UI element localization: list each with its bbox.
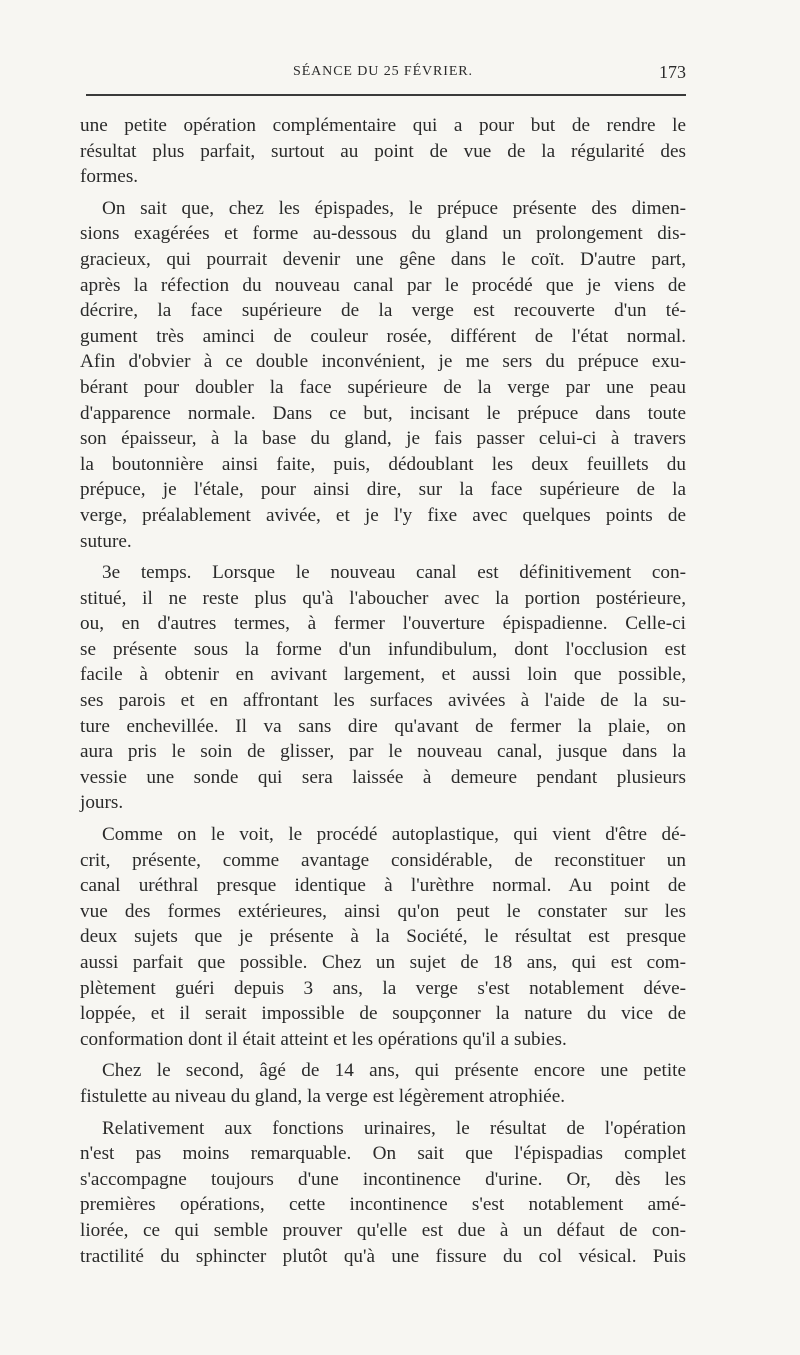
text-line: d'apparence normale. Dans ce but, incisant le prépuce dans toute xyxy=(80,402,686,424)
text-line: son épaisseur, à la base du gland, je fais passer celui-ci à travers xyxy=(80,428,686,450)
text-line: suture. xyxy=(80,530,132,552)
text-line: la boutonnière ainsi faite, puis, dédoublant les deux feuillets du xyxy=(80,453,686,475)
text-line: loppée, et il serait impossible de soupçonner la nature du vice de xyxy=(80,1003,686,1025)
text-line: premières opérations, cette incontinence s'est notablement amé- xyxy=(80,1194,686,1216)
text-line: 3e temps. Lorsque le nouveau canal est définitivement con- xyxy=(102,562,686,584)
text-line: ture enchevillée. Il va sans dire qu'avant de fermer la plaie, on xyxy=(80,715,686,737)
text-line: crit, présente, comme avantage considérable, de reconstituer un xyxy=(80,849,686,871)
paragraph xyxy=(80,1058,686,1109)
text-line: aussi parfait que possible. Chez un sujet de 18 ans, qui est com- xyxy=(80,952,686,973)
text-line: verge, préalablement avivée, et je l'y fixe avec quelques points de xyxy=(80,504,686,526)
text-line: tractilité du sphincter plutôt qu'à une fissure du col vésical. Puis xyxy=(80,1245,686,1267)
text-line: gracieux, qui pourrait devenir une gêne dans le coït. D'autre part, xyxy=(80,248,686,270)
text-line: Afin d'obvier à ce double inconvénient, je me sers du prépuce exu- xyxy=(80,351,686,373)
paragraph xyxy=(80,560,686,816)
text-line: résultat plus parfait, surtout au point de vue de la régularité des xyxy=(80,140,686,162)
running-header xyxy=(80,62,686,84)
paragraph xyxy=(80,113,686,190)
text-line: Chez le second, âgé de 14 ans, qui présente encore une petite xyxy=(102,1060,686,1082)
text-line: canal uréthral presque identique à l'urèthre normal. Au point de xyxy=(80,875,686,897)
text-line: prépuce, je l'étale, pour ainsi dire, sur la face supérieure de la xyxy=(80,479,686,501)
paragraph xyxy=(80,822,686,1052)
text-line: se présente sous la forme d'un infundibulum, dont l'occlusion est xyxy=(80,638,686,660)
text-line: décrire, la face supérieure de la verge est recouverte d'un té- xyxy=(80,300,686,322)
text-line: plètement guéri depuis 3 ans, la verge s'est notablement déve- xyxy=(80,977,686,999)
text-line: s'accompagne toujours d'une incontinence d'urine. Or, dès les xyxy=(80,1168,686,1190)
text-line: après la réfection du nouveau canal par le procédé que je viens de xyxy=(80,274,686,296)
text-line: vue des formes extérieures, ainsi qu'on peut le constater sur les xyxy=(80,900,686,922)
text-line: ou, en d'autres termes, à fermer l'ouverture épispadienne. Celle-ci xyxy=(80,613,686,635)
text-line: ses parois et en affrontant les surfaces avivées à l'aide de la su- xyxy=(80,690,686,712)
paragraph xyxy=(80,1116,686,1270)
text-line: vessie une sonde qui sera laissée à demeure pendant plusieurs xyxy=(80,766,686,788)
text-line: stitué, il ne reste plus qu'à l'aboucher avec la portion postérieure, xyxy=(80,587,686,609)
paragraph xyxy=(80,196,686,554)
text-line: facile à obtenir en avivant largement, et aussi loin que possible, xyxy=(80,664,686,686)
text-line: n'est pas moins remarquable. On sait que l'épispadias complet xyxy=(80,1143,686,1165)
text-line: deux sujets que je présente à la Société, le résultat est presque xyxy=(80,926,686,948)
text-line: bérant pour doubler la face supérieure de la verge par une peau xyxy=(80,376,686,398)
text-line: aura pris le soin de glisser, par le nouveau canal, jusque dans la xyxy=(80,741,686,763)
text-line: une petite opération complémentaire qui a pour but de rendre le xyxy=(80,115,686,136)
text-line: fistulette au niveau du gland, la verge est légèrement atrophiée. xyxy=(80,1085,566,1107)
text-line: Comme on le voit, le procédé autoplastique, qui vient d'être dé- xyxy=(102,824,686,846)
text-line: liorée, ce qui semble prouver qu'elle est due à un défaut de con- xyxy=(80,1219,686,1241)
header-rule xyxy=(86,94,686,96)
page-number: 173 xyxy=(659,62,686,82)
text-line: On sait que, chez les épispades, le prépuce présente des dimen- xyxy=(102,197,686,219)
running-title: SÉANCE DU 25 FÉVRIER. xyxy=(293,64,473,79)
text-line: jours. xyxy=(80,792,124,814)
text-line: conformation dont il était atteint et les opérations qu'il a subies. xyxy=(80,1028,567,1050)
text-line: formes. xyxy=(80,166,139,188)
body-text xyxy=(80,113,686,1269)
text-line: sions exagérées et forme au-dessous du gland un prolongement dis- xyxy=(80,223,686,245)
text-line: Relativement aux fonctions urinaires, le résultat de l'opération xyxy=(102,1117,686,1139)
text-line: gument très aminci de couleur rosée, différent de l'état normal. xyxy=(80,325,686,347)
